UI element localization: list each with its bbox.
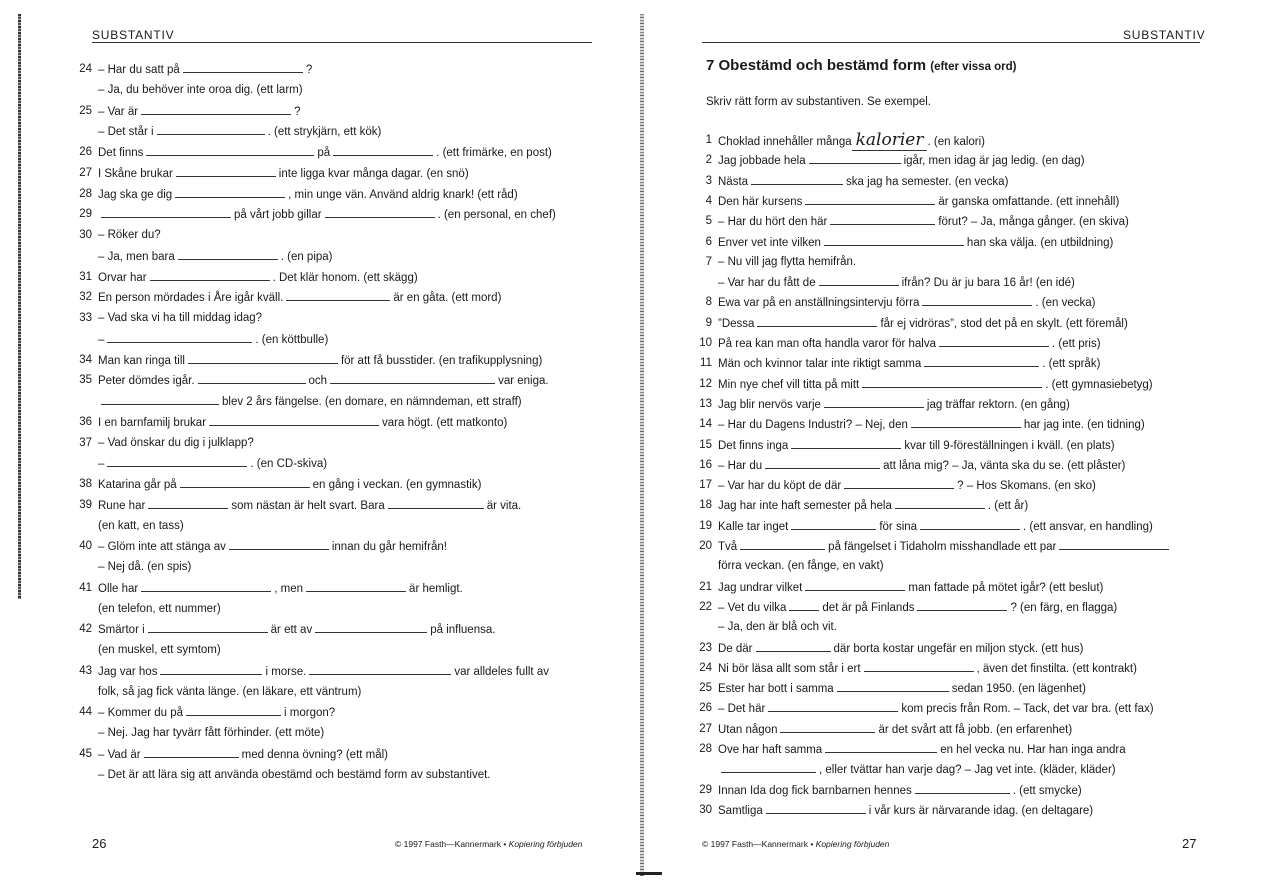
- answer-blank[interactable]: [765, 455, 880, 469]
- item-text: – Det här kom precis från Rom. – Tack, det var bra. (ett fax): [718, 698, 1154, 719]
- page-number: 26: [92, 836, 107, 851]
- left-header: SUBSTANTIV: [92, 28, 175, 42]
- exercise-number: 7: [706, 57, 715, 74]
- exercise-heading: Obestämd och bestämd form: [718, 57, 927, 74]
- item-number: 38: [79, 478, 92, 490]
- item-text: Katarina går på en gång i veckan. (en gymnastik): [98, 474, 481, 495]
- answer-blank[interactable]: [791, 435, 901, 449]
- copyright-line: © 1997 Fasth—Kannermark • Kopiering förbjuden: [702, 839, 890, 849]
- item-text: Män och kvinnor talar inte riktigt samma . (ett språk): [718, 353, 1100, 374]
- item-text: – Nu vill jag flytta hemifrån.: [718, 255, 857, 268]
- answer-blank[interactable]: [1059, 536, 1169, 550]
- item-text: Olle har , men är hemligt.: [98, 578, 463, 599]
- item-number: 20: [699, 540, 712, 552]
- item-number: 16: [699, 458, 712, 471]
- answer-blank[interactable]: [915, 780, 1010, 794]
- item-number: 17: [699, 479, 712, 492]
- item-text: – Var har du köpt de där ? – Hos Skomans. (en sko): [718, 475, 1096, 496]
- item-text: – Har du hört den här förut? – Ja, många gånger. (en skiva): [718, 211, 1129, 232]
- item-number: 39: [79, 498, 92, 511]
- item-text: – Ja, den är blå och vit.: [718, 621, 837, 634]
- answer-blank[interactable]: [756, 638, 831, 652]
- item-text: – Det står i . (ett strykjärn, ett kök): [98, 121, 381, 142]
- item-number: 30: [79, 229, 92, 241]
- item-text: Orvar har . Det klär honom. (ett skägg): [98, 267, 418, 288]
- answer-blank[interactable]: [805, 191, 935, 205]
- answer-blank[interactable]: [146, 142, 314, 156]
- answer-blank[interactable]: [101, 204, 231, 218]
- answer-blank[interactable]: [141, 578, 271, 592]
- item-text: – Nej då. (en spis): [98, 561, 192, 573]
- answer-blank[interactable]: [924, 353, 1039, 367]
- item-number: 27: [699, 722, 712, 735]
- item-number: 34: [79, 353, 92, 366]
- item-number: 23: [699, 641, 712, 654]
- item-number: 8: [705, 296, 712, 309]
- answer-blank[interactable]: [175, 184, 285, 198]
- answer-blank[interactable]: [922, 292, 1032, 306]
- exercise-instructions: Skriv rätt form av substantiven. Se exempel.: [706, 96, 931, 108]
- item-text: Två på fängelset i Tidaholm misshandlade ett par: [718, 536, 1172, 557]
- item-number: 32: [79, 291, 92, 304]
- item-text: – Vad ska vi ha till middag idag?: [98, 312, 263, 324]
- header-rule: [92, 42, 592, 43]
- item-text: – . (en CD-skiva): [98, 453, 327, 474]
- answer-blank[interactable]: [144, 744, 239, 758]
- item-number: 28: [699, 743, 712, 755]
- item-number: 41: [79, 581, 92, 594]
- answer-blank[interactable]: [825, 739, 937, 753]
- item-text: Det finns på . (ett frimärke, en post): [98, 142, 552, 163]
- item-text: En person mördades i Åre igår kväll. är en gåta. (ett mord): [98, 287, 501, 308]
- answer-blank[interactable]: [306, 578, 406, 592]
- answer-blank[interactable]: [824, 394, 924, 408]
- item-text: Min nye chef vill titta på mitt . (ett gymnasiebetyg): [718, 374, 1153, 395]
- item-number: 43: [79, 664, 92, 677]
- item-text: – Det är att lära sig att använda obestämd och bestämd form av substantivet.: [98, 768, 491, 781]
- item-number: 31: [79, 270, 92, 283]
- answer-blank[interactable]: [101, 391, 219, 405]
- answer-blank[interactable]: [809, 150, 901, 164]
- handwritten-answer: kalorier: [852, 130, 928, 151]
- exercise-subheading: (efter vissa ord): [930, 61, 1017, 73]
- item-number: 10: [699, 337, 712, 349]
- item-number: 4: [705, 194, 712, 207]
- item-text: – Har du att låna mig? – Ja, vänta ska du se. (ett plåster): [718, 455, 1125, 476]
- answer-blank[interactable]: [830, 211, 935, 225]
- item-number: 35: [79, 374, 92, 387]
- item-text: på vårt jobb gillar . (en personal, en chef): [98, 204, 556, 225]
- exercise-title: [706, 57, 1017, 74]
- item-text: förra veckan. (en fånge, en vakt): [718, 560, 884, 573]
- page-number: 27: [1182, 836, 1197, 851]
- item-number: 24: [79, 63, 92, 75]
- left-page: [0, 0, 630, 894]
- answer-blank[interactable]: [107, 453, 247, 467]
- item-text: – Ja, du behöver inte oroa dig. (ett larm): [98, 83, 303, 96]
- copyright-text: © 1997 Fasth—Kannermark: [395, 839, 501, 849]
- item-number: 30: [699, 803, 712, 816]
- answer-blank[interactable]: [180, 474, 310, 488]
- item-text: – Vet du vilka det är på Finlands ? (en färg, en flagga): [718, 597, 1117, 618]
- item-number: 2: [705, 154, 712, 167]
- item-number: 19: [699, 519, 712, 532]
- item-text: De där där borta kostar ungefär en miljon styck. (ett hus): [718, 638, 1083, 659]
- item-text: – Har du Dagens Industri? – Nej, den har jag inte. (en tidning): [718, 414, 1145, 435]
- answer-blank[interactable]: [740, 536, 825, 550]
- item-text: Jag var hos i morse. var alldeles fullt av: [98, 661, 549, 682]
- item-text: Jag blir nervös varje jag träffar rektorn. (en gång): [718, 394, 1070, 415]
- item-text: Ove har haft samma en hel vecka nu. Har han inga andra: [718, 739, 1126, 760]
- answer-blank[interactable]: [330, 370, 495, 384]
- item-text: – Röker du?: [98, 229, 161, 241]
- item-text: , eller tvättar han varje dag? – Jag vet inte. (kläder, kläder): [718, 759, 1116, 780]
- answer-blank[interactable]: [917, 597, 1007, 611]
- item-text: – Glöm inte att stänga av innan du går hemifrån!: [98, 536, 447, 557]
- answer-blank[interactable]: [107, 329, 252, 343]
- copyright-line: © 1997 Fasth—Kannermark • Kopiering förbjuden: [395, 839, 583, 849]
- item-number: 42: [79, 623, 92, 636]
- item-number: 15: [699, 438, 712, 451]
- item-number: 5: [705, 215, 712, 228]
- answer-blank[interactable]: [895, 495, 985, 509]
- answer-blank[interactable]: [325, 204, 435, 218]
- item-text: Rune har som nästan är helt svart. Bara är vita.: [98, 495, 521, 516]
- item-number: 22: [699, 600, 712, 613]
- answer-blank[interactable]: [766, 800, 866, 814]
- item-number: 11: [700, 357, 712, 370]
- item-number: 25: [699, 682, 712, 695]
- item-number: 18: [699, 499, 712, 512]
- scan-edge: [18, 14, 21, 599]
- answer-blank[interactable]: [844, 475, 954, 489]
- item-number: 3: [705, 174, 712, 187]
- copyright-note: Kopiering förbjuden: [508, 839, 583, 849]
- item-text: – Var är ?: [98, 101, 300, 122]
- item-text: (en muskel, ett symtom): [98, 644, 221, 656]
- answer-blank[interactable]: [309, 661, 451, 675]
- answer-blank[interactable]: [911, 414, 1021, 428]
- answer-blank[interactable]: [198, 370, 306, 384]
- answer-blank[interactable]: [805, 577, 905, 591]
- answer-blank[interactable]: [837, 678, 949, 692]
- answer-blank[interactable]: [862, 374, 1042, 388]
- copyright-text: © 1997 Fasth—Kannermark: [702, 839, 808, 849]
- answer-blank[interactable]: [157, 121, 265, 135]
- answer-blank[interactable]: [780, 719, 875, 733]
- item-number: 26: [699, 702, 712, 715]
- copyright-note: Kopiering förbjuden: [815, 839, 890, 849]
- item-text: I Skåne brukar inte ligga kvar många dagar. (en snö): [98, 163, 469, 184]
- answer-blank[interactable]: [150, 267, 270, 281]
- answer-blank[interactable]: [791, 516, 876, 530]
- answer-blank[interactable]: [176, 163, 276, 177]
- answer-blank[interactable]: [183, 59, 303, 73]
- item-text: (en telefon, ett nummer): [98, 602, 221, 615]
- item-number: 36: [79, 415, 92, 428]
- item-text: Choklad innehåller många kalorier . (en kalori): [718, 130, 986, 150]
- item-text: – Ja, men bara . (en pipa): [98, 246, 333, 267]
- item-number: 26: [79, 146, 92, 158]
- item-number: 40: [79, 540, 92, 553]
- right-header: SUBSTANTIV: [1123, 28, 1206, 42]
- answer-blank[interactable]: [160, 661, 262, 675]
- item-text: – Vad är med denna övning? (ett mål): [98, 744, 388, 765]
- item-number: 9: [705, 316, 712, 329]
- answer-blank[interactable]: [864, 658, 974, 672]
- item-text: På rea kan man ofta handla varor för halva . (ett pris): [718, 333, 1101, 354]
- item-text: – Kommer du på i morgon?: [98, 702, 335, 723]
- item-text: Jag har inte haft semester på hela . (ett år): [718, 495, 1028, 516]
- answer-blank[interactable]: [148, 619, 268, 633]
- answer-blank[interactable]: [388, 495, 484, 509]
- answer-blank[interactable]: [768, 698, 898, 712]
- item-number: 1: [705, 134, 712, 146]
- item-text: – Var har du fått de ifrån? Du är ju bara 16 år! (en idé): [718, 272, 1075, 293]
- item-number: 45: [79, 747, 92, 760]
- item-text: Man kan ringa till för att få busstider. (en trafikupplysning): [98, 350, 542, 371]
- item-number: 37: [79, 436, 92, 449]
- item-number: 29: [79, 208, 92, 221]
- item-text: – Vad önskar du dig i julklapp?: [98, 436, 254, 449]
- item-text: Kalle tar inget för sina . (ett ansvar, en handling): [718, 516, 1153, 537]
- item-text: Det finns inga kvar till 9-föreställningen i kväll. (en plats): [718, 435, 1115, 456]
- item-text: Jag ska ge dig , min unge vän. Använd aldrig knark! (ett råd): [98, 184, 518, 205]
- answer-blank[interactable]: [751, 171, 843, 185]
- answer-blank[interactable]: [920, 516, 1020, 530]
- item-text: Innan Ida dog fick barnbarnen hennes . (ett smycke): [718, 780, 1082, 801]
- answer-blank[interactable]: [141, 101, 291, 115]
- answer-blank[interactable]: [186, 702, 281, 716]
- answer-blank[interactable]: [824, 232, 964, 246]
- item-number: 14: [699, 418, 712, 431]
- item-number: 28: [79, 187, 92, 200]
- item-text: (en katt, en tass): [98, 519, 184, 532]
- header-rule: [702, 42, 1200, 43]
- item-text: Ewa var på en anställningsintervju förra . (en vecka): [718, 292, 1095, 313]
- item-text: Nästa ska jag ha semester. (en vecka): [718, 171, 1008, 192]
- answer-blank[interactable]: [333, 142, 433, 156]
- item-text: Smärtor i är ett av på influensa.: [98, 619, 495, 640]
- item-text: folk, så jag fick vänta länge. (en läkare, ett väntrum): [98, 685, 362, 698]
- item-text: Samtliga i vår kurs är närvarande idag. (en deltagare): [718, 800, 1093, 821]
- answer-blank[interactable]: [148, 495, 228, 509]
- answer-blank[interactable]: [939, 333, 1049, 347]
- item-text: Jag undrar vilket man fattade på mötet igår? (ett beslut): [718, 577, 1103, 598]
- answer-blank[interactable]: [789, 597, 819, 611]
- item-number: 25: [79, 104, 92, 117]
- item-text: I en barnfamilj brukar vara högt. (ett matkonto): [98, 412, 507, 433]
- item-number: 21: [699, 580, 712, 593]
- item-number: 44: [79, 706, 92, 719]
- answer-blank[interactable]: [286, 287, 390, 301]
- item-number: 13: [699, 397, 712, 410]
- answer-blank[interactable]: [819, 272, 899, 286]
- item-text: Peter dömdes igår. och var eniga.: [98, 370, 549, 391]
- answer-blank[interactable]: [178, 246, 278, 260]
- item-number: 33: [79, 312, 92, 324]
- item-number: 29: [699, 783, 712, 796]
- answer-blank[interactable]: [188, 350, 338, 364]
- answer-blank[interactable]: [757, 313, 877, 327]
- item-number: 27: [79, 166, 92, 179]
- item-number: 7: [705, 255, 712, 268]
- item-text: Utan någon är det svårt att få jobb. (en erfarenhet): [718, 719, 1072, 740]
- item-text: Den här kursens är ganska omfattande. (ett innehåll): [718, 191, 1119, 212]
- item-number: 24: [699, 661, 712, 674]
- item-text: Ester har bott i samma sedan 1950. (en lägenhet): [718, 678, 1086, 699]
- item-text: – Nej. Jag har tyvärr fått förhinder. (ett möte): [98, 727, 325, 739]
- item-text: Enver vet inte vilken han ska välja. (en utbildning): [718, 232, 1113, 253]
- item-text: – Har du satt på ?: [98, 59, 312, 80]
- item-text: ”Dessa får ej vidröras”, stod det på en skylt. (ett föremål): [718, 313, 1128, 334]
- item-text: Jag jobbade hela igår, men idag är jag ledig. (en dag): [718, 150, 1085, 171]
- item-text: – . (en köttbulle): [98, 329, 328, 350]
- item-text: blev 2 års fängelse. (en domare, en nämndeman, ett straff): [98, 391, 522, 412]
- item-number: 6: [705, 235, 712, 248]
- answer-blank[interactable]: [721, 759, 816, 773]
- item-text: Ni bör läsa allt som står i ert , även det finstilta. (ett kontrakt): [718, 658, 1137, 679]
- answer-blank[interactable]: [315, 619, 427, 633]
- answer-blank[interactable]: [229, 536, 329, 550]
- answer-blank[interactable]: [209, 412, 379, 426]
- item-number: 12: [699, 377, 712, 390]
